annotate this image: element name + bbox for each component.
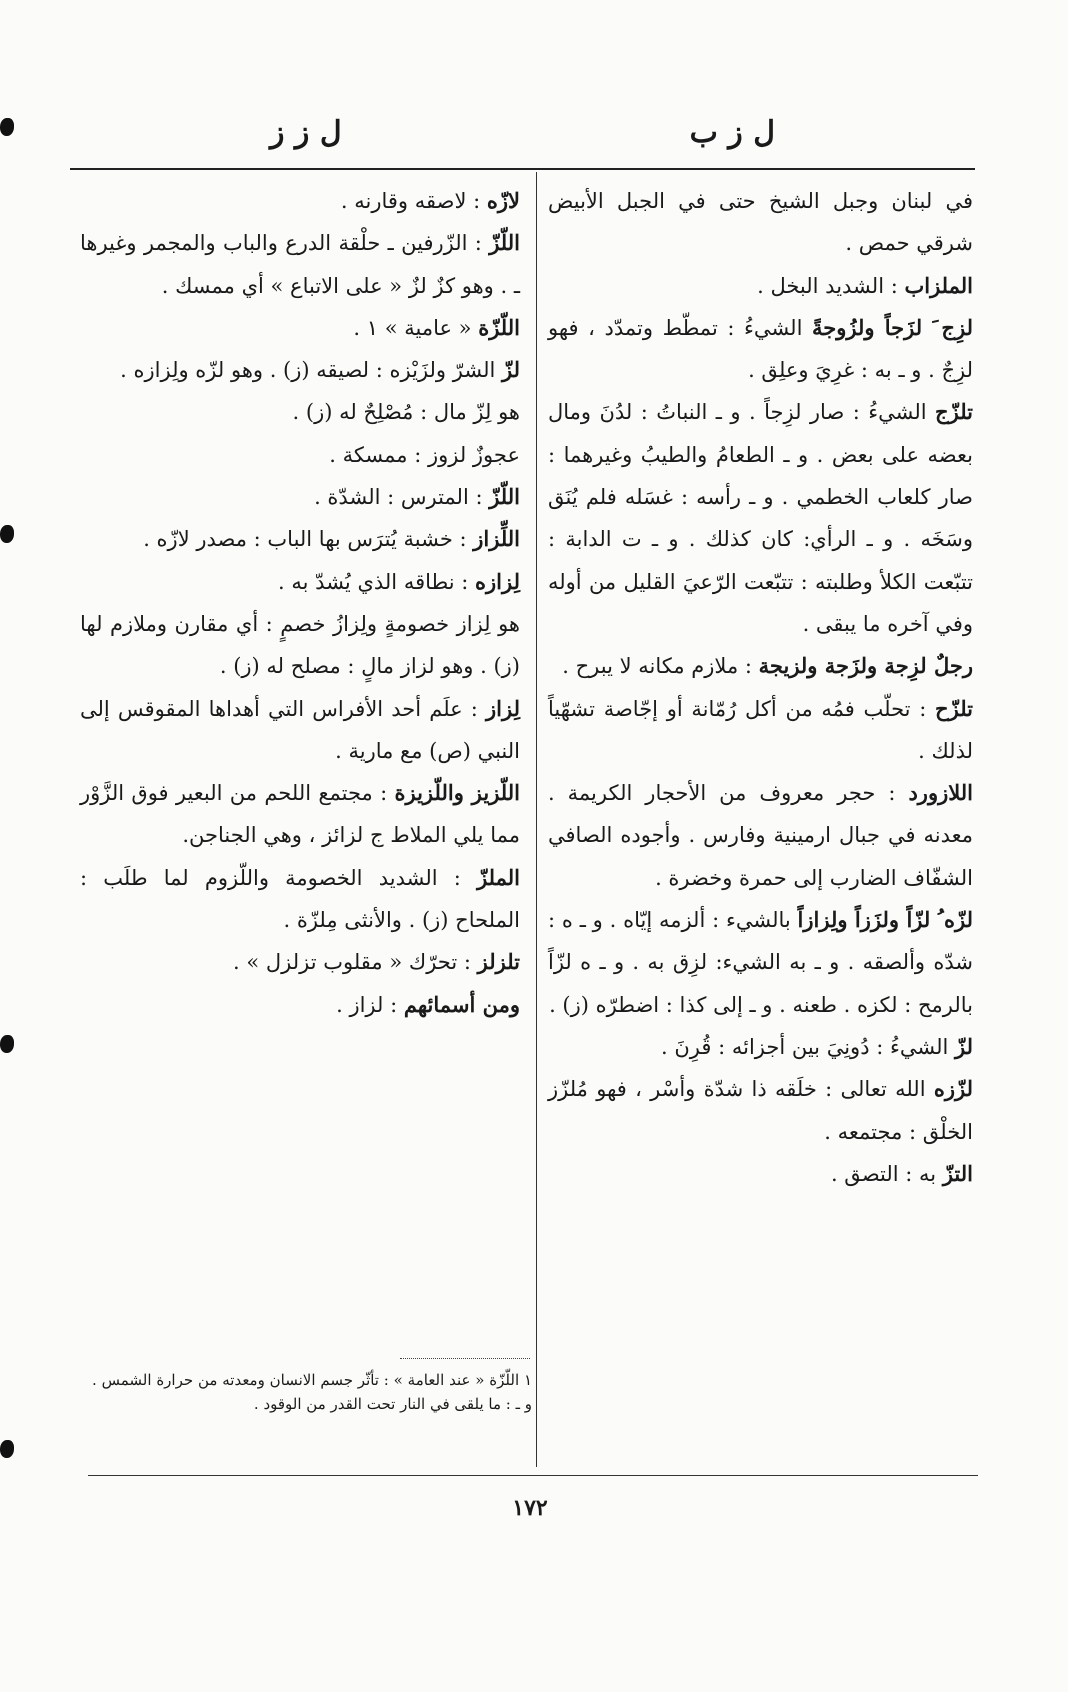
footnote: ١ اللّزّة « عند العامة » : تأثّر جسم الانسان ومعدته من حرارة الشمس . و ـ : ما يلقى في النار تحت القدر من الوقود . (92, 1371, 532, 1413)
definition: : حجر معروف من الأحجار الكريمة . معدنه في جبال ارمينية وفارس . وأجوده الصافي الشفّاف الضارب إلى حمرة وخضرة . (548, 781, 973, 890)
dictionary-entry (80, 941, 520, 983)
definition: : تحرّك « مقلوب تزلزل » . (233, 950, 471, 975)
definition: الشيءُ : تمطّط وتمدّد ، فهو لزِجٌ . و ـ به : غرِيَ وعلِق . (548, 315, 973, 383)
dictionary-entry (80, 349, 520, 391)
header-left-root: ل ز ز (270, 115, 342, 150)
definition: « عامية » ١ . (353, 315, 472, 340)
scan-mark (0, 525, 14, 543)
headword: رجلٌ لزِجة ولزَجة ولزيجة (758, 653, 973, 679)
headword: لزِج َ لزَجاً ولزُوجةً (812, 314, 973, 340)
dictionary-entry (548, 307, 973, 392)
headword: لِزازه (475, 568, 520, 594)
dictionary-entry (80, 434, 520, 476)
definition: : ملازم مكانه لا يبرح . (562, 654, 752, 679)
dictionary-entry (80, 772, 520, 857)
definition: الله تعالى : خلَقه ذا شدّة وأسْر ، فهو مُلزّز الخلْق : مجتمعه . (548, 1077, 973, 1144)
header-right-root: ل ز ب (689, 115, 775, 150)
definition: : لزاز . (336, 992, 398, 1017)
definition: الشيءُ : صار لزِجاً . و ـ النباتُ : لدُنَ ومال بعضه على بعض . و ـ الطعامُ والطيبُ وغيرهما : صار كلعاب الخطمي . و ـ رأسه : غسَله فلم يُنَق وسَخَه . و ـ الرأي: كان كذلك . و ـ ت الدابة : تتبّعت الكلأ وطلبته : تتبّعت الرّعيَ القليل من أوله وفي آخره ما يبقى . (548, 400, 973, 636)
headword: ومن أسمائهم (403, 991, 520, 1017)
dictionary-entry (548, 391, 973, 645)
dictionary-entry (80, 518, 520, 560)
definition: في لبنان وجبل الشيخ حتى في الجبل الأبيض شرقي حمص . (548, 189, 973, 256)
headword: لِزاز (486, 695, 520, 721)
footnote-rule (400, 1358, 530, 1359)
dictionary-entry (548, 180, 973, 265)
scan-mark (0, 118, 14, 136)
dictionary-entry (80, 688, 520, 773)
headword: التزّ (942, 1160, 973, 1186)
headword: اللازورد (908, 780, 973, 806)
headword: اللّزّة (478, 314, 520, 340)
scan-mark (0, 1440, 14, 1458)
dictionary-entry (548, 1026, 973, 1068)
headword: لازّه (486, 188, 520, 213)
definition: : الشديد البخل . (757, 273, 898, 298)
dictionary-entry (548, 1153, 973, 1195)
dictionary-entry (548, 1068, 973, 1153)
scan-mark (0, 1035, 14, 1053)
headword: لزّه ُ لزّاً ولزَزاً ولِزازاً (797, 907, 973, 933)
definition: : مجتمع اللحم من البعير فوق الزَّوْر مما يلي الملاط ج لزائز ، وهي الجناجن. (80, 781, 520, 848)
headword: لزّزه (933, 1076, 973, 1102)
definition: عجوزٌ لزوز : ممسكة . (329, 442, 520, 467)
dictionary-entry (80, 180, 520, 222)
definition: بالشيء : ألزمه إيّاه . و ـ ه : شدّه وألصقه . و ـ به الشيء: لزِق به . و ـ ه لزّاً بالرمح : لكزه . طعنه . و ـ إلى كذا : اضطرّه (ز) . (548, 908, 973, 1017)
dictionary-entry (80, 603, 520, 688)
headword: لزّ (502, 357, 520, 383)
dictionary-entry (80, 391, 520, 433)
dictionary-entry (80, 307, 520, 349)
definition: : خشبة يُترَس بها الباب : مصدر لازّه . (143, 527, 467, 552)
definition: : تحلّب فمُه من أكل رُمّانة أو إجّاصة تشهّياً لذلك . (548, 696, 973, 763)
page-number: ١٧٢ (512, 1495, 548, 1521)
definition: : المترس : الشدّة . (314, 485, 483, 510)
headword: لزّ (955, 1033, 973, 1059)
dictionary-entry (548, 899, 973, 1026)
definition: : الشديد الخصومة واللّزوم لما طلَب : الملحاح (ز) . والأنثى مِلزّة . (80, 865, 520, 933)
headword: اللِّزاز (473, 526, 520, 552)
header-rule (70, 168, 975, 170)
dictionary-entry (548, 772, 973, 899)
headword: اللّزيز واللّزيزة (394, 780, 520, 806)
left-column (80, 180, 520, 1026)
dictionary-entry (548, 265, 973, 307)
dictionary-entry (80, 561, 520, 603)
dictionary-entry (80, 857, 520, 942)
column-divider (536, 172, 537, 1467)
definition: هو لِزاز خصومةٍ ولِزازُ خصمٍ : أي مقارن وملازم لها (ز) . وهو لزاز مالٍ : مصلح له (ز) . (80, 611, 520, 679)
definition: : الزّرفين ـ حلْقة الدرع والباب والمجمر وغيرها ـ . وهو كزٌ لزٌ « على الاتباع » أي ممسك . (80, 231, 520, 298)
headword: الملزاب (904, 272, 973, 298)
definition: : نطاقه الذي يُشدّ به . (278, 569, 469, 594)
dictionary-entry (80, 476, 520, 518)
headword: اللّزّ (489, 230, 520, 256)
definition: : علَم أحد الأفراس التي أهداها المقوقس إلى النبي (ص) مع مارية . (80, 696, 520, 763)
dictionary-entry (548, 688, 973, 773)
footer-rule (88, 1475, 978, 1476)
page-header (70, 105, 975, 165)
definition: به : التصق . (830, 1161, 937, 1186)
definition: : لاصقه وقارنه . (340, 189, 481, 213)
headword: تلزّج (935, 399, 973, 425)
definition: الشيءُ : دُونِيَ بين أجزائه : قُرِنَ . (661, 1034, 949, 1059)
definition: هو لِزّ مال : مُصْلِحٌ له (ز) . (292, 400, 520, 425)
headword: تلزلز (477, 949, 520, 975)
headword: اللّزّ (489, 484, 520, 510)
dictionary-entry (80, 222, 520, 307)
dictionary-entry (548, 645, 973, 687)
headword: الملزّ (477, 864, 520, 890)
dictionary-entry (80, 984, 520, 1026)
right-column (548, 180, 973, 1195)
definition: الشرّ ولزَيْزه : لصيقه (ز) . وهو لزّه ولِزازه . (120, 358, 496, 383)
headword: تلزّح (935, 695, 973, 721)
